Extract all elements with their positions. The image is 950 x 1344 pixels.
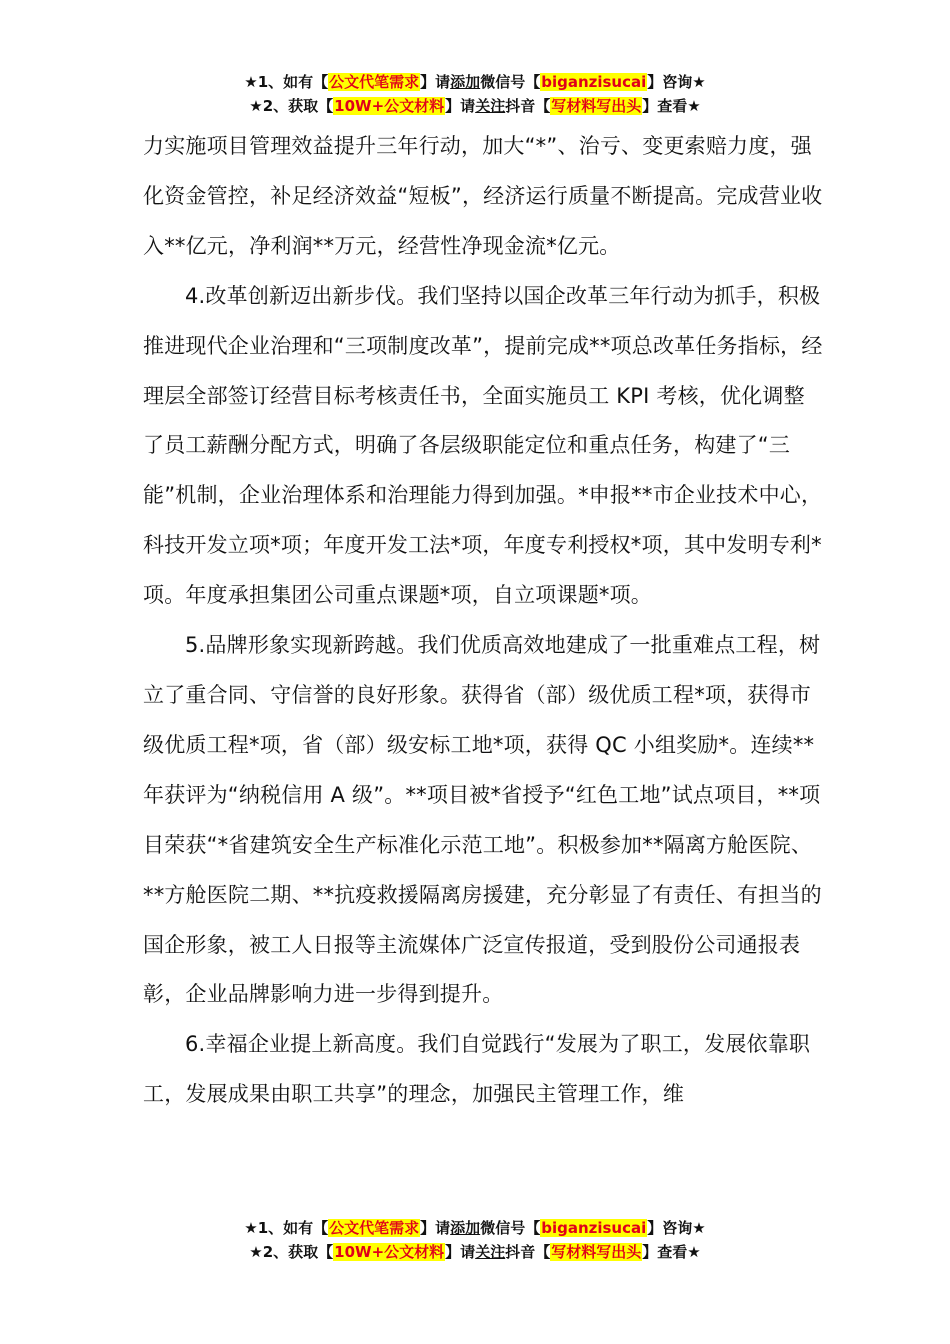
banner-line-1 <box>0 1216 950 1240</box>
star-icon: ★ <box>692 73 706 91</box>
highlight-text: 写材料写出头 <box>551 1243 642 1261</box>
underlined-text: 添加 <box>450 1219 481 1237</box>
banner-text: 1、如有【 <box>257 1219 329 1237</box>
banner-text: 抖音【 <box>505 97 551 115</box>
banner-line-2 <box>0 1240 950 1264</box>
banner-text: 微信号【 <box>480 73 541 91</box>
highlight-text: 公文代笔需求 <box>329 1219 420 1237</box>
banner-text: 2、获取【 <box>262 97 334 115</box>
star-icon: ★ <box>687 1243 701 1261</box>
banner-text: 】请 <box>420 73 451 91</box>
banner-text: 】咨询 <box>647 73 693 91</box>
paragraph: 6.幸福企业提上新高度。我们自觉践行“发展为了职工，发展依靠职工，发展成果由职工共享”的理念，加强民主管理工作，维 <box>143 1032 811 1107</box>
highlight-text: biganzisucai <box>541 73 647 91</box>
paragraph: 4.改革创新迈出新步伐。我们坚持以国企改革三年行动为抓手，积极推进现代企业治理和“三项制度改革”，提前完成**项总改革任务指标，经理层全部签订经营目标考核责任书，全面实施员工 KPI 考核，优化调整了员工薪酬分配方式，明确了各层级职能定位和重点任务，构建了“三能”机制，企业治理体系和治理能力得到加强。*申报**市企业技术中心，科技开发立项*项；年度开发工法*项，年度专利授权*项，其中发明专利*项。年度承担集团公司重点课题*项，自立项课题*项。 <box>143 283 823 608</box>
star-icon: ★ <box>249 97 263 115</box>
highlight-text: 公文代笔需求 <box>329 73 420 91</box>
banner-text: 】请 <box>445 97 476 115</box>
banner-text: 】查看 <box>642 1243 688 1261</box>
highlight-text: 10W+公文材料 <box>334 1243 445 1261</box>
underlined-text: 添加 <box>450 73 481 91</box>
header-banner <box>0 70 950 118</box>
footer-banner <box>0 1216 950 1264</box>
highlight-text: 写材料写出头 <box>551 97 642 115</box>
banner-line-2 <box>0 94 950 118</box>
banner-text: 】请 <box>445 1243 476 1261</box>
banner-text: 】请 <box>420 1219 451 1237</box>
paragraph: 5.品牌形象实现新跨越。我们优质高效地建成了一批重难点工程，树立了重合同、守信誉的良好形象。获得省（部）级优质工程*项，获得市级优质工程*项，省（部）级安标工地*项，获得 QC 小组奖励*。连续**年获评为“纳税信用 A 级”。**项目被*省授予“红色工地”试点项目，**项目荣获“*省建筑安全生产标准化示范工地”。积极参加**隔离方舱医院、**方舱医院二期、**抗疫救援隔离房援建，充分彰显了有责任、有担当的国企形象，被工人日报等主流媒体广泛宣传报道，受到股份公司通报表彰，企业品牌影响力进一步得到提升。 <box>143 633 822 1007</box>
banner-text: 微信号【 <box>480 1219 541 1237</box>
banner-text: 抖音【 <box>505 1243 551 1261</box>
star-icon: ★ <box>244 73 258 91</box>
highlight-text: 10W+公文材料 <box>334 97 445 115</box>
paragraph: 力实施项目管理效益提升三年行动，加大“*”、治亏、变更索赔力度，强化资金管控，补足经济效益“短板”，经济运行质量不断提高。完成营业收入**亿元，净利润**万元，经营性净现金流*亿元。 <box>143 134 823 258</box>
highlight-text: biganzisucai <box>541 1219 647 1237</box>
star-icon: ★ <box>249 1243 263 1261</box>
underlined-text: 关注 <box>475 1243 506 1261</box>
document-body <box>143 122 823 1120</box>
banner-text: 2、获取【 <box>262 1243 334 1261</box>
banner-text: 1、如有【 <box>257 73 329 91</box>
banner-text: 】查看 <box>642 97 688 115</box>
underlined-text: 关注 <box>475 97 506 115</box>
star-icon: ★ <box>687 97 701 115</box>
star-icon: ★ <box>692 1219 706 1237</box>
banner-line-1 <box>0 70 950 94</box>
star-icon: ★ <box>244 1219 258 1237</box>
banner-text: 】咨询 <box>647 1219 693 1237</box>
